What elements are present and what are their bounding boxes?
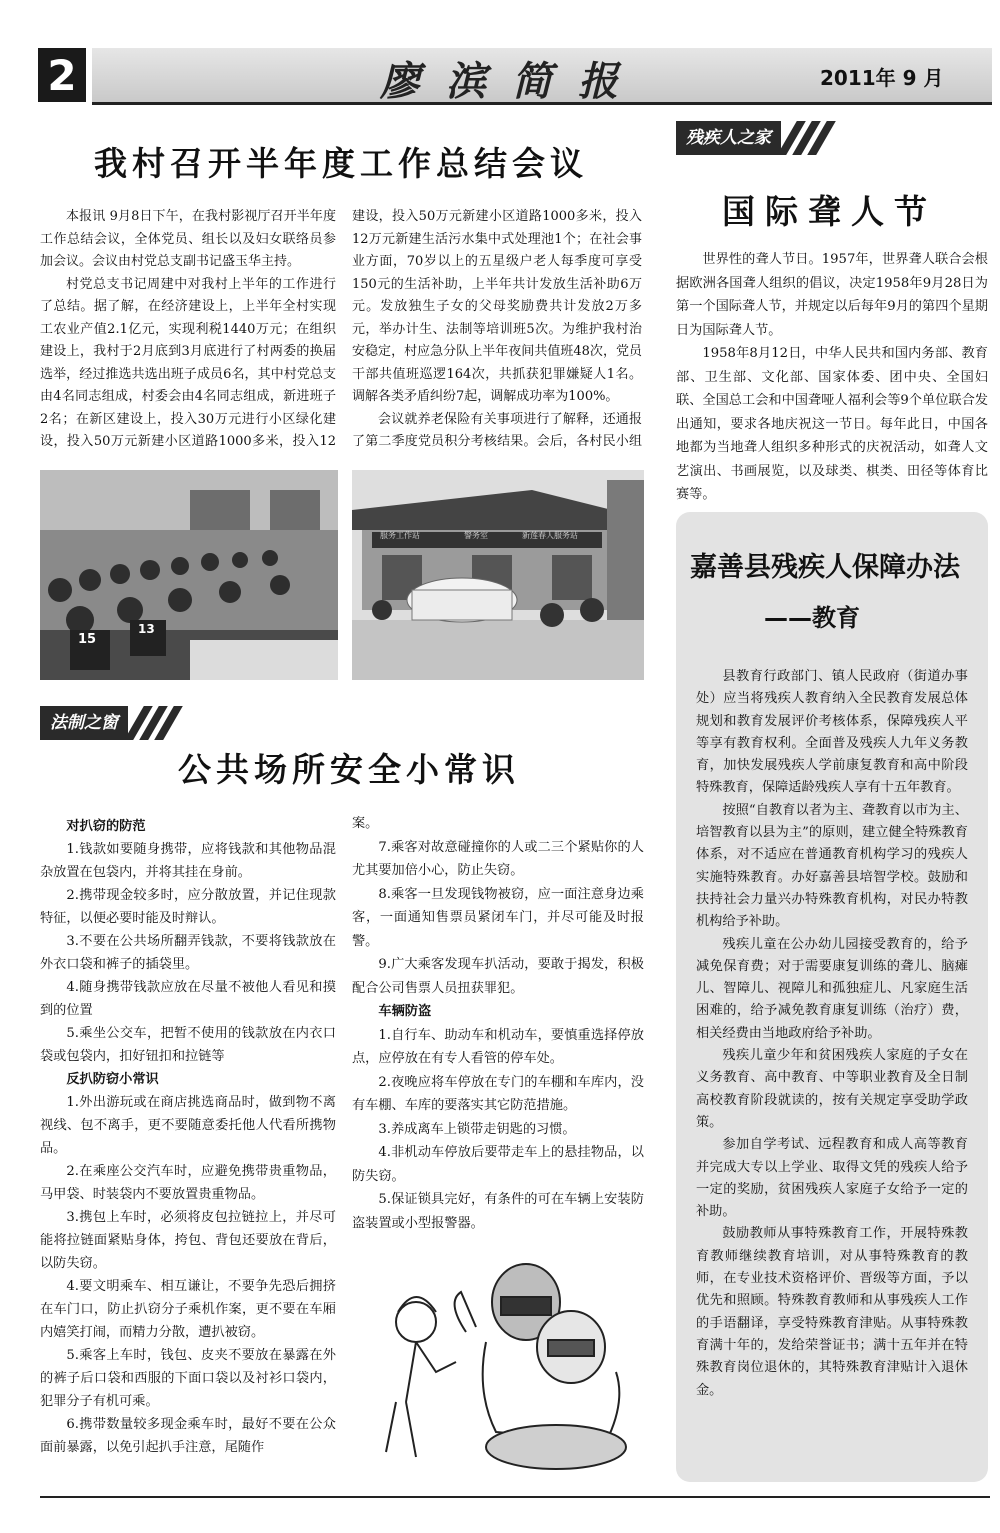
cartoon-illustration [376, 1252, 640, 1478]
regulation-body [696, 666, 968, 1466]
legal-paragraph: 5.乘客上车时，钱包、皮夹不要放在暴露在外的裤子后口袋和西服的下面口袋以及衬衫口袋内，犯罪分子有机可乘。 [40, 1348, 336, 1409]
legal-column-2 [352, 812, 644, 1232]
article1-paragraph: 建设，投入50万元新建小区道路1000多米，投入12万元新建生活污水集中式处理池1个；在社会事业方面，70岁以上的五星级户老人每季度可享受150元的生活补助，上半年共计发放生活补助6万元。发放独生子女的父母奖励费共计发放2万多元，举办计生、法制等培训班5次。为维护我村治安稳定，村应急分队上半年夜间共值班48次，党员干部共值班巡逻164次，共抓获犯罪嫌疑人1名。调解各类矛盾纠纷7起，调解成功率为100%。 [352, 209, 642, 404]
bottom-rule [40, 1496, 990, 1498]
legal-subheading: 反扒防窃小常识 [66, 1072, 159, 1087]
legal-paragraph: 3.携包上车时，必须将皮包拉链拉上，并尽可能将拉链面紧贴身体，挎包、背包还要放在背后，以防失窃。 [40, 1210, 336, 1271]
section-tag-disabled [676, 121, 826, 155]
article1-paragraph: 会议就养老保险有关事项进行了解释，还通报了第二季度党员积分考核结果。会后，各村民小组 [352, 411, 642, 449]
regulation-paragraph: 残疾儿童少年和贫困残疾人家庭的子女在义务教育、高中教育、中等职业教育及全日制高校教育阶段就读的，按有关规定享受助学政策。 [696, 1048, 968, 1130]
section-tag-label: 残疾人之家 [676, 121, 781, 155]
legal-paragraph: 4.非机动车停放后要带走车上的悬挂物品，以防失窃。 [352, 1145, 644, 1184]
legal-paragraph: 2.携带现金较多时，应分散放置，并记住现款特征，以便必要时能及时辩认。 [40, 888, 336, 926]
legal-paragraph: 5.保证锁具完好，有条件的可在车辆上安装防盗装置或小型报警器。 [352, 1192, 644, 1231]
regulation-paragraph: 按照“自教育以者为主、聋教育以市为主、培智教育以县为主”的原则，建立健全特殊教育体系，对不适应在普通教育机构学习的残疾人实施特殊教育。办好嘉善县培智学校。鼓励和扶持社会力量兴办特殊教育机构，对民办特教机构给予补助。 [696, 802, 968, 930]
legal-column-1 [40, 815, 336, 1487]
deaf-day-paragraph: 世界性的聋人节日。1957年，世界聋人联合会根据欧洲各国聋人组织的倡议，决定1958年9月28日为第一个国际聋人节，并规定以后每年9月的第四个星期日为国际聋人节。 [676, 252, 988, 338]
section-tag-label: 法制之窗 [40, 706, 128, 740]
regulation-subtitle: ——教育 [764, 604, 860, 632]
issue-date: 2011年 9 月 [820, 66, 944, 90]
legal-paragraph: 7.乘客对故意碰撞你的人或二三个紧贴你的人尤其要加倍小心，防止失窃。 [352, 839, 644, 878]
article1-column-2 [352, 206, 642, 456]
legal-paragraph: 5.乘坐公交车，把暂不使用的钱款放在内衣口袋或包袋内，扣好钮扣和拉链等 [40, 1026, 336, 1064]
station-sign: 服务工作站 [380, 531, 420, 540]
legal-paragraph: 2.夜晚应将车停放在专门的车棚和车库内，没有车棚、车库的要落实其它防范措施。 [352, 1074, 644, 1113]
article1-paragraph: 村党总支书记周建中对我村上半年的工作进行了总结。据了解，在经济建设上，上半年全村实现工农业产值2.1亿元，实现利税1440万元；在组织建设上，我村于2月底到3月底进行了村两委的换届选举，经过推选共选出班子成员6名，其中村党总支由4名同志组成，村委会由4名同志组成，新进班子2名；在新区建设上，投入30万元进行小区绿化建设，投入50万元新建小区道路1000多米，投入12 [40, 276, 336, 449]
article1-title: 我村召开半年度工作总结会议 [94, 144, 588, 183]
legal-paragraph: 2.在乘座公交汽车时，应避免携带贵重物品，马甲袋、时装袋内不要放置贵重物品。 [40, 1164, 336, 1202]
legal-paragraph: 1.外出游玩或在商店挑选商品时，做到物不离视线、包不离手，更不要随意委托他人代看所携物品。 [40, 1095, 336, 1156]
regulation-paragraph: 鼓励教师从事特殊教育工作，开展特殊教育教师继续教育培训，对从事特殊教育的教师，在专业技术资格评价、晋级等方面，予以优先和照顾。特殊教育教师和从事残疾人工作的手语翻译，享受特殊教育津贴。从事特殊教育满十年的，发给荣誉证书；满十五年并在特殊教育岗位退休的，其特殊教育津贴计入退休金。 [696, 1226, 968, 1398]
legal-paragraph: 4.随身携带钱款应放在尽量不被他人看见和摸到的位置 [40, 980, 336, 1018]
service-station-photo [352, 470, 644, 680]
seat-number: 15 [78, 632, 97, 647]
seat-number: 13 [138, 622, 155, 636]
deaf-day-paragraph: 1958年8月12日，中华人民共和国内务部、教育部、卫生部、文化部、国家体委、团中央、全国妇联、全国总工会和中国聋哑人福利会等9个单位联合发出通知，要求各地庆祝这一节日。每年此日，中国各地都为当地聋人组织多种形式的庆祝活动，如聋人文艺演出、书画展览，以及球类、棋类、田径等体育比赛等。 [676, 346, 988, 502]
regulation-paragraph: 残疾儿童在公办幼儿园接受教育的，给予减免保育费；对于需要康复训练的聋儿、脑瘫儿、智障儿、视障儿和孤独症儿、凡家庭生活困难的，给予减免教育康复训练（治疗）费，相关经费由当地政府给予补助。 [696, 936, 968, 1041]
legal-title: 公共场所安全小常识 [178, 750, 520, 789]
deaf-day-body [676, 248, 988, 507]
legal-paragraph: 9.广大乘客发现车扒活动，要敢于揭发，积极配合公司售票人员扭获罪犯。 [352, 957, 644, 996]
deaf-day-title: 国际聋人节 [722, 192, 937, 231]
page-number: 2 [38, 48, 86, 102]
legal-paragraph: 1.自行车、助动车和机动车，要慎重选择停放点，应停放在有专人看管的停车处。 [352, 1027, 644, 1066]
section-tag-legal [40, 706, 173, 740]
regulation-title: 嘉善县残疾人保障办法 [690, 552, 960, 583]
legal-paragraph: 4.要文明乘车、相互谦让，不要争先恐后拥挤在车门口，防止扒窃分子乘机作案，更不要在车厢内嬉笑打闹，而精力分散，遭扒被窃。 [40, 1279, 336, 1340]
legal-paragraph: 6.携带数量较多现金乘车时，最好不要在公众面前暴露，以免引起扒手注意，尾随作 [40, 1417, 336, 1455]
regulation-paragraph: 县教育行政部门、镇人民政府（街道办事处）应当将残疾人教育纳入全民教育发展总体规划和教育发展评价考核体系，保障残疾人平等享有教育权利。全面普及残疾人九年义务教育，加快发展残疾人学前康复教育和高中阶段特殊教育，保障适龄残疾人享有十五年教育。 [696, 669, 968, 796]
station-sign: 警务室 [464, 531, 488, 540]
meeting-photo [40, 470, 338, 680]
legal-paragraph: 1.钱款如要随身携带，应将钱款和其他物品混杂放置在包袋内，并将其挂在身前。 [40, 842, 336, 880]
station-sign: 新莲春人服务站 [522, 531, 578, 540]
legal-subheading: 车辆防盗 [378, 1004, 432, 1019]
legal-paragraph: 案。 [352, 816, 379, 831]
regulation-paragraph: 参加自学考试、远程教育和成人高等教育并完成大专以上学业、取得文凭的残疾人给予一定的奖励，贫困残疾人家庭子女给予一定的补助。 [696, 1137, 968, 1220]
legal-paragraph: 3.不要在公共场所翻弄钱款，不要将钱款放在外衣口袋和裤子的插袋里。 [40, 934, 336, 972]
article1-paragraph: 本报讯 9月8日下午，在我村影视厅召开半年度工作总结会议，全体党员、组长以及妇女联络员参加会议。会议由村党总支副书记盛玉华主持。 [40, 209, 336, 269]
legal-paragraph: 3.养成离车上锁带走钥匙的习惯。 [378, 1121, 576, 1137]
legal-paragraph: 8.乘客一旦发现钱物被窃，应一面注意身边乘客，一面通知售票员紧闭车门，并尽可能及时报警。 [352, 886, 644, 949]
masthead-title: 廖滨简报 [380, 58, 644, 105]
article1-column-1 [40, 206, 336, 454]
legal-subheading: 对扒窃的防范 [66, 819, 146, 834]
